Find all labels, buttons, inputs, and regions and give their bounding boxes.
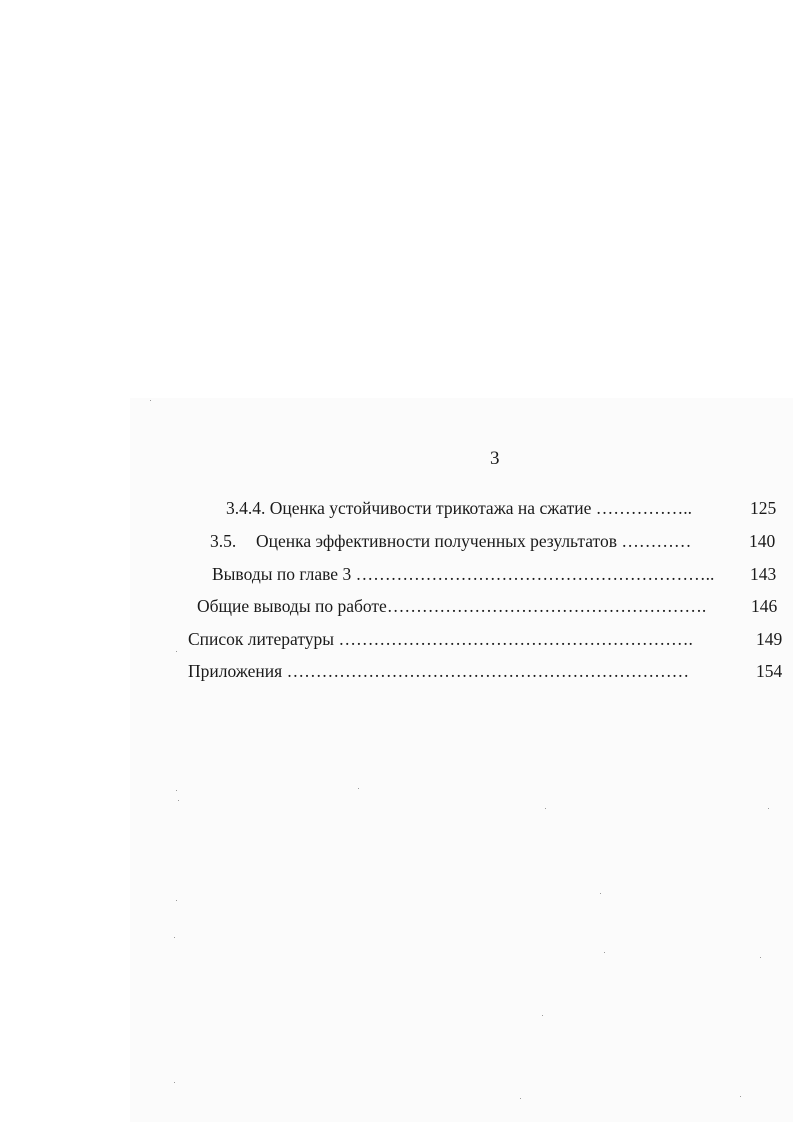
scan-speck: [545, 808, 546, 809]
scan-speck: [176, 900, 177, 901]
toc-entry-general-conclusions: [197, 595, 706, 617]
toc-entry-title: Общие выводы по работе: [197, 596, 387, 616]
scan-speck: [542, 1015, 543, 1016]
scan-speck: [768, 808, 769, 809]
scan-speck: [174, 937, 175, 938]
toc-entry-page: 140: [749, 531, 776, 551]
toc-entry-title: Список литературы: [188, 629, 335, 649]
toc-entry-leader: ……………..: [595, 498, 693, 518]
scan-speck: [740, 1096, 741, 1097]
toc-entry-3-4-4: [226, 497, 692, 519]
toc-entry-page: 149: [756, 629, 783, 649]
toc-entry-page: 125: [750, 498, 777, 518]
page-number: 3: [490, 448, 500, 469]
toc-entry-page: 146: [751, 596, 778, 616]
scan-speck: [176, 790, 177, 791]
scan-speck: [604, 952, 605, 953]
toc-entry-leader: …………: [621, 531, 692, 551]
scan-speck: [174, 1082, 175, 1083]
toc-entry-number: 3.4.4.: [226, 498, 266, 518]
toc-entry-leader: ……………………………………………………..: [355, 564, 715, 584]
toc-entry-title: Приложения: [188, 661, 283, 681]
toc-entry-page: 154: [756, 661, 783, 681]
toc-entry-appendices: [188, 660, 689, 682]
toc-entry-number: 3.5.: [210, 531, 237, 551]
scan-speck: [760, 957, 761, 958]
toc-entry-chapter-3-conclusions: [212, 563, 714, 585]
toc-entry-leader: …………………………………………………….: [338, 629, 693, 649]
scan-speck: [150, 400, 151, 401]
toc-entry-leader: ……………………………………………………………: [286, 661, 690, 681]
scan-speck: [176, 651, 177, 652]
scan-speck: [600, 893, 601, 894]
scan-speck: [358, 788, 359, 789]
scan-speck: [520, 1098, 521, 1099]
toc-entry-3-5: [210, 530, 691, 552]
toc-entry-title: Оценка эффективности полученных результатов: [256, 531, 617, 551]
toc-entry-title: Выводы по главе 3: [212, 564, 352, 584]
scan-speck: [178, 800, 179, 801]
toc-entry-title: Оценка устойчивости трикотажа на сжатие: [269, 498, 592, 518]
toc-entry-page: 143: [750, 564, 777, 584]
toc-entry-references: [188, 628, 693, 650]
toc-entry-leader: ……………………………………………….: [386, 596, 707, 616]
